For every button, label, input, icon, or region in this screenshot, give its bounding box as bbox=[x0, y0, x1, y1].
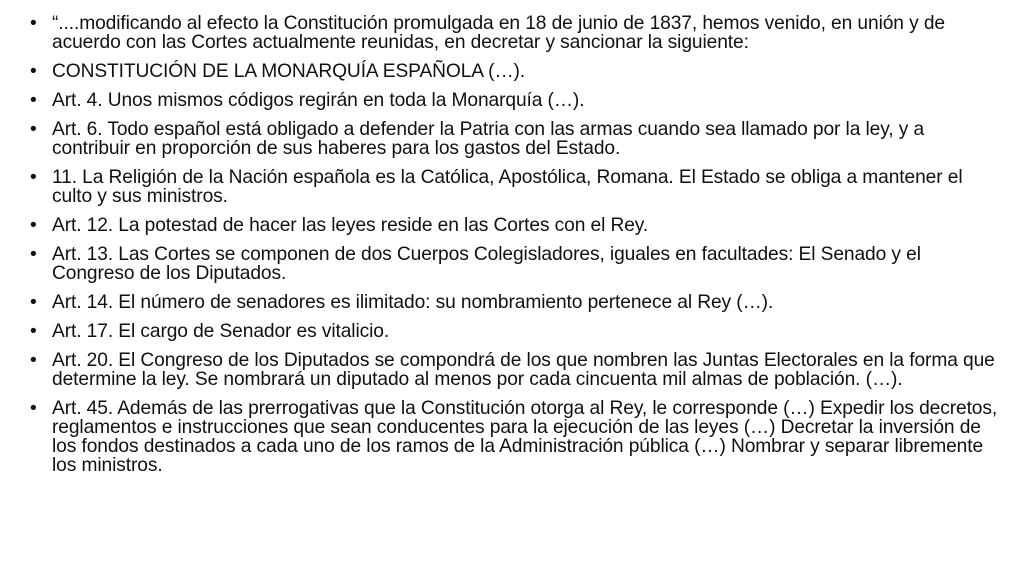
bullet-marker: • bbox=[30, 350, 37, 371]
bullet-marker: • bbox=[30, 90, 37, 111]
bullet-marker: • bbox=[30, 215, 37, 236]
bullet-text: Art. 20. El Congreso de los Diputados se compondrá de los que nombren las Juntas Electorales en la forma que determine la ley. Se nombrará un diputado al menos por cada cincuenta mil almas de población. (…). bbox=[52, 350, 995, 390]
list-item bbox=[22, 168, 1002, 206]
bullet-marker: • bbox=[30, 398, 37, 419]
list-item bbox=[22, 322, 1002, 341]
bullet-marker: • bbox=[30, 13, 37, 34]
bullet-text: Art. 17. El cargo de Senador es vitalicio. bbox=[52, 321, 390, 342]
bullet-marker: • bbox=[30, 61, 37, 82]
list-item bbox=[22, 120, 1002, 158]
list-item bbox=[22, 245, 1002, 283]
bullet-list bbox=[22, 14, 1002, 475]
bullet-text: Art. 45. Además de las prerrogativas que la Constitución otorga al Rey, le corresponde (…) Expedir los decretos, reglamentos e instrucciones que sean conducentes para la ejecución de las leyes (…) Decretar la inversión de los fondos destinados a cada uno de los ramos de la Administración pública (…) Nombrar y separar libremente los ministros. bbox=[52, 398, 998, 476]
bullet-marker: • bbox=[30, 321, 37, 342]
bullet-text: Art. 13. Las Cortes se componen de dos Cuerpos Colegisladores, iguales en facultades: El Senado y el Congreso de los Diputados. bbox=[52, 244, 921, 284]
bullet-text: Art. 4. Unos mismos códigos regirán en toda la Monarquía (…). bbox=[52, 90, 585, 111]
list-item bbox=[22, 351, 1002, 389]
list-item bbox=[22, 399, 1002, 475]
bullet-text: Art. 14. El número de senadores es ilimitado: su nombramiento pertenece al Rey (…). bbox=[52, 292, 774, 313]
bullet-text: CONSTITUCIÓN DE LA MONARQUÍA ESPAÑOLA (…). bbox=[52, 61, 526, 82]
bullet-marker: • bbox=[30, 167, 37, 188]
bullet-text: “....modificando al efecto la Constitución promulgada en 18 de junio de 1837, hemos venido, en unión y de acuerdo con las Cortes actualmente reunidas, en decretar y sancionar la siguiente: bbox=[52, 13, 945, 53]
list-item bbox=[22, 293, 1002, 312]
list-item bbox=[22, 91, 1002, 110]
list-item bbox=[22, 216, 1002, 235]
list-item bbox=[22, 62, 1002, 81]
bullet-text: Art. 6. Todo español está obligado a defender la Patria con las armas cuando sea llamado por la ley, y a contribuir en proporción de sus haberes para los gastos del Estado. bbox=[52, 119, 925, 159]
bullet-marker: • bbox=[30, 292, 37, 313]
bullet-text: Art. 12. La potestad de hacer las leyes reside en las Cortes con el Rey. bbox=[52, 215, 649, 236]
bullet-marker: • bbox=[30, 244, 37, 265]
list-item bbox=[22, 14, 1002, 52]
bullet-marker: • bbox=[30, 119, 37, 140]
bullet-text: 11. La Religión de la Nación española es la Católica, Apostólica, Romana. El Estado se obliga a mantener el culto y sus ministros. bbox=[52, 167, 963, 207]
